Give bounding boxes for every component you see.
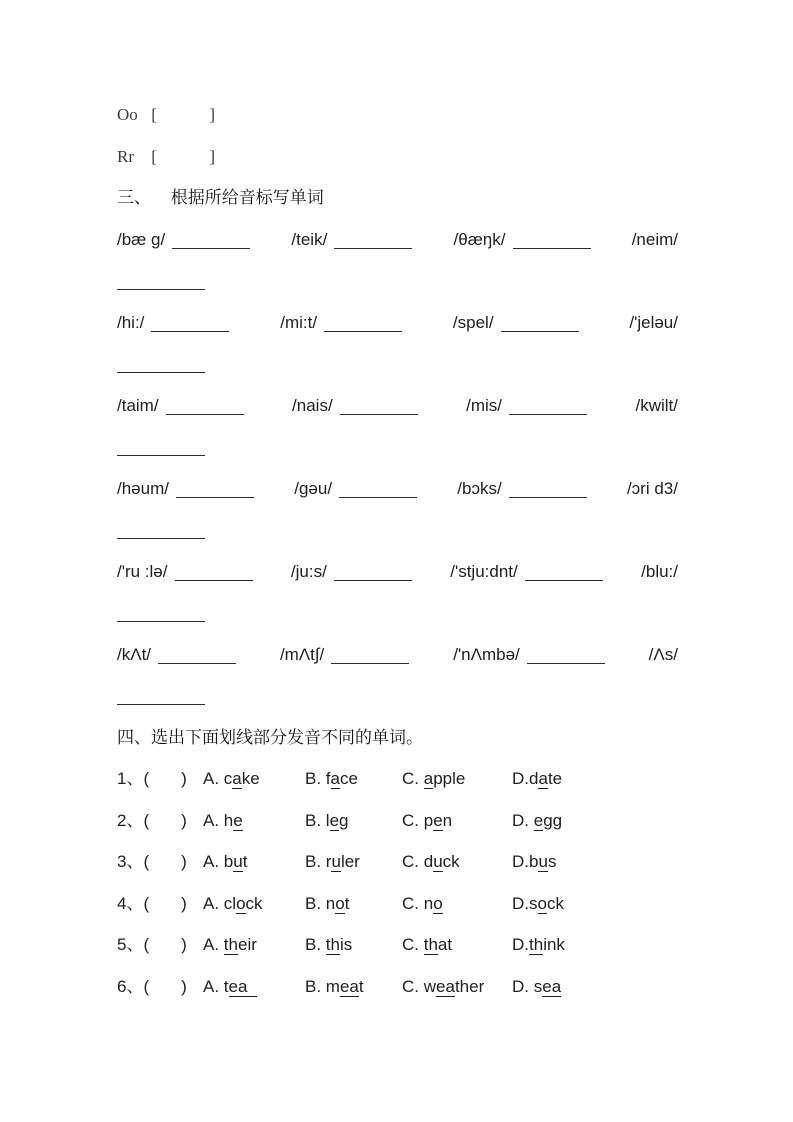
answer-blank	[176, 487, 254, 498]
option-label: D.	[512, 852, 529, 871]
phonetic-symbol: /'ru :lə/	[117, 561, 168, 581]
word-segment: b	[223, 852, 234, 871]
phonetic-symbol: /mΛt∫/	[279, 644, 325, 664]
answer-paren-open: (	[143, 935, 150, 954]
underlined-letters: ea	[228, 976, 248, 996]
option	[305, 924, 402, 966]
underlined-letters: o	[236, 893, 246, 913]
option-label: B.	[305, 852, 326, 871]
option-word	[529, 852, 556, 872]
phonetic-item	[453, 634, 605, 676]
phonetic-item	[280, 634, 409, 676]
word-segment: m	[325, 976, 340, 996]
section4-title: 四、选出下面划线部分发音不同的单词。	[117, 727, 423, 747]
answer-blank	[117, 528, 205, 539]
phonetic-symbol: /ɔri d3/	[626, 478, 678, 498]
underlined-letters: a	[232, 769, 242, 788]
option-word	[224, 811, 243, 831]
question-row	[117, 758, 678, 800]
option-word	[534, 977, 561, 997]
phonetic-continuation-line	[117, 509, 678, 551]
word-segment: ck	[546, 893, 564, 913]
underlined-letters: th	[423, 935, 438, 954]
option-label: C.	[402, 935, 424, 954]
option	[512, 841, 678, 883]
option-label: B.	[305, 893, 326, 913]
option-word	[424, 769, 466, 789]
underlined-letters: ea	[436, 976, 455, 996]
phonetic-item	[454, 219, 591, 261]
option-word	[224, 894, 263, 914]
underlined-letters: o	[335, 893, 345, 913]
answer-blank	[172, 238, 250, 249]
option	[305, 841, 402, 883]
option-label: D.	[512, 769, 529, 788]
underlined-letters: u	[538, 852, 548, 871]
word-segment: ck	[442, 852, 460, 871]
word-segment: ke	[241, 769, 260, 788]
option-label: B.	[305, 769, 326, 788]
option	[305, 800, 402, 842]
option-word	[424, 894, 443, 914]
option-label: A.	[203, 976, 224, 996]
question-row	[117, 924, 678, 966]
phonetic-symbol: /Λs/	[648, 644, 678, 664]
word-segment: eir	[237, 935, 257, 954]
word-segment: w	[423, 976, 437, 996]
underlined-letters: ea	[339, 976, 359, 996]
question-number: 6、	[117, 976, 144, 996]
option-word	[224, 935, 257, 955]
phonetic-symbol: /mi:t/	[280, 312, 318, 332]
option-label: C.	[402, 976, 424, 996]
phonetic-item	[280, 302, 402, 344]
phonetic-continuation-line	[117, 592, 678, 634]
question-row	[117, 841, 678, 883]
section4-heading	[117, 717, 678, 759]
option-label: C.	[402, 852, 424, 871]
option-label: B.	[305, 976, 326, 996]
phonetic-item	[117, 551, 253, 593]
phonetic-item	[117, 634, 236, 676]
answer-blank	[331, 653, 409, 664]
option-word	[326, 811, 349, 831]
question-answer-cell	[117, 800, 203, 842]
option-word	[529, 894, 564, 914]
underlined-letters	[247, 977, 256, 997]
answer-blank	[117, 279, 205, 290]
word-segment: at	[437, 935, 453, 954]
phonetic-line	[117, 468, 678, 510]
phonetic-line	[117, 385, 678, 427]
worksheet-page	[117, 94, 678, 1007]
option	[203, 924, 305, 966]
option-word	[424, 977, 485, 997]
phonetic-item	[291, 551, 412, 593]
word-segment: l	[325, 810, 330, 830]
letter-row-oo	[117, 94, 678, 136]
word-segment: d	[529, 769, 539, 788]
question-answer-cell	[117, 883, 203, 925]
word-segment: n	[325, 893, 336, 913]
phonetic-continuation-line	[117, 675, 678, 717]
answer-blank	[158, 653, 236, 664]
answer-blank	[513, 238, 591, 249]
word-segment: ther	[454, 976, 485, 996]
option	[402, 841, 512, 883]
answer-blank	[525, 570, 603, 581]
question-number: 4、	[117, 893, 144, 913]
phonetic-symbol: /bæ g/	[117, 229, 166, 249]
answer-blank	[340, 404, 418, 415]
section3-heading	[117, 177, 678, 219]
answer-paren-close: )	[181, 810, 187, 830]
answer-paren-close: )	[181, 769, 187, 788]
answer-blank	[117, 362, 205, 373]
option-label: C.	[402, 893, 424, 913]
underlined-letters: e	[329, 810, 340, 830]
answer-paren-open: (	[143, 769, 150, 788]
option-label: A.	[203, 769, 224, 788]
answer-blank	[339, 487, 417, 498]
option	[402, 883, 512, 925]
option-word	[326, 769, 358, 789]
word-segment: ler	[340, 852, 360, 871]
phonetic-line	[117, 302, 678, 344]
answer-paren-close: )	[181, 852, 187, 871]
option	[305, 883, 402, 925]
answer-blank	[117, 694, 205, 705]
option-word	[224, 852, 248, 872]
word-segment: p	[423, 810, 434, 830]
bracket-open: [	[151, 105, 157, 124]
word-segment: n	[442, 810, 453, 830]
phonetic-row	[117, 385, 678, 468]
underlined-letters: a	[538, 769, 548, 788]
phonetic-line	[117, 219, 678, 261]
phonetic-symbol: /mis/	[466, 395, 503, 415]
word-segment: cl	[223, 893, 237, 913]
underlined-letters: a	[423, 769, 434, 788]
phonetic-symbol: /'nΛmbə/	[453, 644, 520, 664]
bracket-open: [	[151, 146, 157, 166]
phonetic-row	[117, 468, 678, 551]
phonetic-continuation-line	[117, 343, 678, 385]
option	[402, 924, 512, 966]
word-segment: gg	[543, 810, 563, 830]
phonetic-symbol: /taim/	[117, 395, 159, 415]
phonetic-row	[117, 551, 678, 634]
phonetic-item	[457, 468, 586, 510]
phonetic-item	[117, 468, 254, 510]
question-number: 5、	[117, 935, 144, 954]
option	[512, 966, 678, 1008]
phonetic-item	[453, 302, 579, 344]
answer-blank	[509, 404, 587, 415]
option	[512, 758, 678, 800]
answer-paren-open: (	[143, 810, 150, 830]
answer-blank	[509, 487, 587, 498]
word-segment: ce	[340, 769, 358, 788]
phonetic-symbol: /teik/	[291, 229, 328, 249]
phonetic-continuation-line	[117, 260, 678, 302]
option-label: D.	[512, 976, 534, 996]
underlined-letters: e	[233, 810, 243, 830]
word-segment: b	[529, 852, 539, 871]
word-segment: h	[223, 810, 234, 830]
word-segment: s	[547, 852, 557, 871]
phonetic-symbol: /θæŋk/	[453, 229, 506, 249]
phonetic-item	[292, 385, 418, 427]
option-label: C.	[402, 810, 424, 830]
letter-pair: Oo	[117, 105, 138, 124]
answer-blank	[175, 570, 253, 581]
word-segment: is	[339, 935, 353, 954]
phonetic-item	[117, 302, 229, 344]
question-row	[117, 966, 678, 1008]
phonetic-symbol: /kwilt/	[635, 395, 678, 415]
word-segment: f	[325, 769, 331, 788]
section4-questions	[117, 758, 678, 1007]
option-label: D.	[512, 893, 529, 913]
phonetic-symbol: /kΛt/	[117, 644, 152, 664]
word-segment: ink	[543, 935, 565, 954]
underlined-letters: ea	[542, 976, 562, 996]
word-segment: s	[533, 976, 543, 996]
word-segment: c	[223, 769, 233, 788]
word-segment: t	[242, 852, 248, 871]
option-word	[326, 977, 364, 997]
answer-blank	[166, 404, 244, 415]
section3-rows	[117, 219, 678, 717]
underlined-letters: a	[330, 769, 340, 788]
phonetic-line	[117, 634, 678, 676]
answer-blank	[527, 653, 605, 664]
word-segment: g	[339, 810, 349, 830]
word-segment: d	[423, 852, 434, 871]
option-word	[326, 935, 352, 955]
answer-blank	[117, 445, 205, 456]
answer-paren-open: (	[143, 893, 150, 913]
option	[512, 800, 678, 842]
phonetic-symbol: /hi:/	[117, 312, 145, 332]
option-label: A.	[203, 810, 224, 830]
section3-title: 根据所给音标写单词	[170, 188, 324, 207]
option-label: B.	[305, 935, 326, 954]
phonetic-symbol: /ju:s/	[290, 561, 327, 581]
option-label: C.	[402, 769, 424, 788]
word-segment: t	[223, 976, 229, 996]
word-segment: t	[358, 976, 364, 996]
answer-paren-open: (	[143, 976, 150, 996]
phonetic-row	[117, 302, 678, 385]
phonetic-symbol: /'jeləu/	[629, 312, 678, 332]
underlined-letters: th	[223, 935, 238, 954]
option	[305, 966, 402, 1008]
letter-row-rr	[117, 136, 678, 178]
option	[203, 758, 305, 800]
bracket-close: ]	[209, 146, 216, 166]
question-number: 1、	[117, 769, 144, 788]
underlined-letters: o	[537, 893, 547, 913]
phonetic-symbol: /spel/	[452, 312, 494, 332]
bracket-close: ]	[209, 105, 216, 124]
word-segment: r	[325, 852, 332, 871]
option-label: D.	[512, 935, 529, 954]
option-label: D.	[512, 810, 534, 830]
phonetic-row	[117, 634, 678, 717]
phonetic-item	[466, 385, 587, 427]
option	[402, 758, 512, 800]
question-answer-cell	[117, 841, 203, 883]
question-answer-cell	[117, 966, 203, 1008]
question-row	[117, 800, 678, 842]
underlined-letters: u	[233, 852, 243, 871]
answer-blank	[334, 238, 412, 249]
option	[203, 841, 305, 883]
word-segment: ck	[245, 893, 263, 913]
phonetic-symbol: /'stju:dnt/	[450, 561, 518, 581]
phonetic-row	[117, 219, 678, 302]
question-number: 3、	[117, 852, 144, 871]
word-segment: n	[423, 893, 434, 913]
answer-blank	[117, 611, 205, 622]
option	[305, 758, 402, 800]
word-segment: te	[547, 769, 563, 788]
underlined-letters: o	[433, 893, 443, 913]
phonetic-symbol: /gəu/	[294, 478, 333, 498]
underlined-letters: th	[529, 935, 544, 954]
word-segment: s	[529, 893, 538, 913]
question-row	[117, 883, 678, 925]
option	[512, 883, 678, 925]
answer-blank	[334, 570, 412, 581]
option	[402, 966, 512, 1008]
phonetic-item	[450, 551, 603, 593]
option-word	[424, 811, 452, 831]
question-number: 2、	[117, 810, 144, 830]
underlined-letters: u	[331, 852, 341, 871]
answer-blank	[501, 321, 579, 332]
option-word	[224, 977, 257, 997]
option-label: A.	[203, 935, 224, 954]
question-answer-cell	[117, 924, 203, 966]
answer-blank	[324, 321, 402, 332]
letter-pair: Rr	[117, 146, 134, 166]
option	[203, 966, 305, 1008]
underlined-letters: th	[325, 935, 340, 954]
answer-paren-close: )	[181, 976, 187, 996]
option-word	[424, 852, 460, 872]
phonetic-symbol: /nais/	[292, 395, 333, 415]
phonetic-symbol: /həum/	[117, 478, 169, 498]
phonetic-item	[117, 219, 250, 261]
option-word	[224, 769, 260, 789]
option-word	[326, 894, 350, 914]
option-label: A.	[203, 852, 224, 871]
underlined-letters: u	[433, 852, 443, 871]
answer-paren-close: )	[181, 935, 187, 954]
option-label: B.	[305, 810, 326, 830]
word-segment: t	[344, 893, 350, 913]
phonetic-item	[117, 385, 244, 427]
option-word	[326, 852, 360, 872]
word-segment: pple	[433, 769, 466, 788]
option	[203, 883, 305, 925]
phonetic-symbol: /blu:/	[641, 561, 678, 581]
phonetic-symbol: /bɔks/	[457, 478, 502, 498]
answer-paren-open: (	[143, 852, 150, 871]
phonetic-line	[117, 551, 678, 593]
phonetic-item	[291, 219, 412, 261]
phonetic-symbol: /neim/	[631, 229, 678, 249]
phonetic-continuation-line	[117, 426, 678, 468]
option	[203, 800, 305, 842]
option	[512, 924, 678, 966]
underlined-letters: e	[533, 810, 544, 830]
answer-paren-close: )	[181, 893, 187, 913]
option-label: A.	[203, 893, 224, 913]
option-word	[534, 811, 562, 831]
option-word	[529, 769, 562, 789]
option-word	[529, 935, 565, 955]
underlined-letters: e	[433, 810, 443, 830]
answer-blank	[151, 321, 229, 332]
option	[402, 800, 512, 842]
phonetic-item	[294, 468, 417, 510]
option-word	[424, 935, 452, 955]
question-answer-cell	[117, 758, 203, 800]
section3-number: 三、	[117, 188, 151, 207]
